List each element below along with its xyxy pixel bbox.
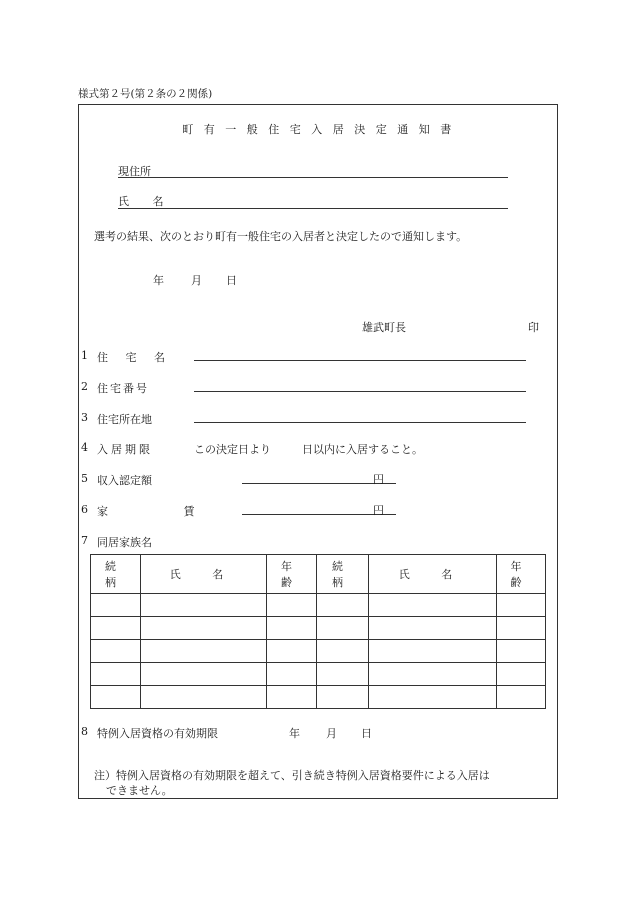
table-cell: [317, 617, 369, 640]
family-table-header-row: [91, 555, 546, 594]
item-2-line: [194, 391, 526, 392]
table-cell: [91, 686, 141, 709]
item-2-number: 2: [81, 380, 88, 393]
table-cell: [91, 663, 141, 686]
item-7-number: 7: [81, 534, 88, 547]
item-3-line: [194, 422, 526, 423]
table-cell: [497, 686, 546, 709]
table-cell: [267, 663, 317, 686]
table-cell: [317, 594, 369, 617]
header-age: 年 齢: [497, 555, 546, 594]
header-relationship: 続 柄: [91, 555, 141, 594]
item-8-year: 年: [289, 727, 300, 740]
issuer-title: 雄武町長: [362, 321, 406, 334]
note-line-2: できません。: [106, 784, 173, 797]
name-label: 氏 名: [118, 195, 174, 208]
table-cell: [141, 640, 267, 663]
family-members-table: [90, 554, 546, 709]
item-6-number: 6: [81, 503, 88, 516]
item-8-label: 特例入居資格の有効期限: [97, 727, 218, 740]
item-4-text-b: 日以内に入居すること。: [302, 443, 423, 456]
item-6-unit: 円: [373, 504, 384, 517]
table-row: [91, 594, 546, 617]
document-title: 町有一般住宅入居決定通知書: [182, 123, 462, 136]
date-month: 月: [191, 274, 202, 287]
header-relationship: 続 柄: [317, 555, 369, 594]
table-cell: [317, 663, 369, 686]
note: [94, 768, 490, 798]
table-cell: [141, 594, 267, 617]
table-cell: [369, 663, 497, 686]
table-row: [91, 686, 546, 709]
item-7-label: 同居家族名: [97, 536, 152, 549]
table-cell: [91, 617, 141, 640]
table-cell: [369, 640, 497, 663]
item-3-number: 3: [81, 411, 88, 424]
header-name: 氏 名: [369, 555, 497, 594]
item-5-number: 5: [81, 472, 88, 485]
item-5-unit: 円: [373, 473, 384, 486]
form-reference: 様式第２号(第２条の２関係): [78, 88, 213, 100]
table-cell: [497, 594, 546, 617]
table-cell: [317, 686, 369, 709]
note-line-1: 注）特例入居資格の有効期限を超えて、引き続き特例入居資格要件による入居は: [94, 769, 490, 782]
table-cell: [141, 617, 267, 640]
item-8-day: 日: [361, 727, 372, 740]
item-1-number: 1: [81, 349, 88, 362]
table-cell: [267, 617, 317, 640]
item-4-label: 入居期限: [97, 443, 153, 456]
table-row: [91, 617, 546, 640]
table-cell: [141, 663, 267, 686]
item-4-text-a: この決定日より: [194, 443, 271, 456]
item-2-label: 住宅番号: [97, 382, 149, 395]
table-cell: [317, 640, 369, 663]
item-4-number: 4: [81, 441, 88, 454]
address-line: [118, 177, 508, 178]
table-cell: [267, 640, 317, 663]
address-label: 現住所: [118, 165, 151, 178]
item-8-number: 8: [81, 725, 88, 738]
item-6-label: 家 賃: [97, 505, 231, 518]
table-cell: [267, 686, 317, 709]
date-day: 日: [226, 274, 237, 287]
item-1-line: [194, 360, 526, 361]
table-cell: [369, 686, 497, 709]
table-cell: [141, 686, 267, 709]
table-cell: [497, 640, 546, 663]
table-cell: [497, 617, 546, 640]
item-8-month: 月: [326, 727, 337, 740]
item-5-label: 収入認定額: [97, 474, 152, 487]
item-1-label: 住 宅 名: [97, 351, 172, 364]
seal-mark: 印: [528, 321, 539, 334]
item-3-label: 住宅所在地: [97, 413, 152, 426]
table-cell: [497, 663, 546, 686]
header-age: 年 齢: [267, 555, 317, 594]
table-cell: [369, 617, 497, 640]
table-cell: [267, 594, 317, 617]
date-year: 年: [153, 274, 164, 287]
table-cell: [91, 594, 141, 617]
header-name: 氏 名: [141, 555, 267, 594]
table-cell: [91, 640, 141, 663]
name-line: [118, 208, 508, 209]
table-cell: [369, 594, 497, 617]
table-row: [91, 663, 546, 686]
body-text: 選考の結果、次のとおり町有一般住宅の入居者と決定したので通知します。: [94, 230, 468, 243]
table-row: [91, 640, 546, 663]
